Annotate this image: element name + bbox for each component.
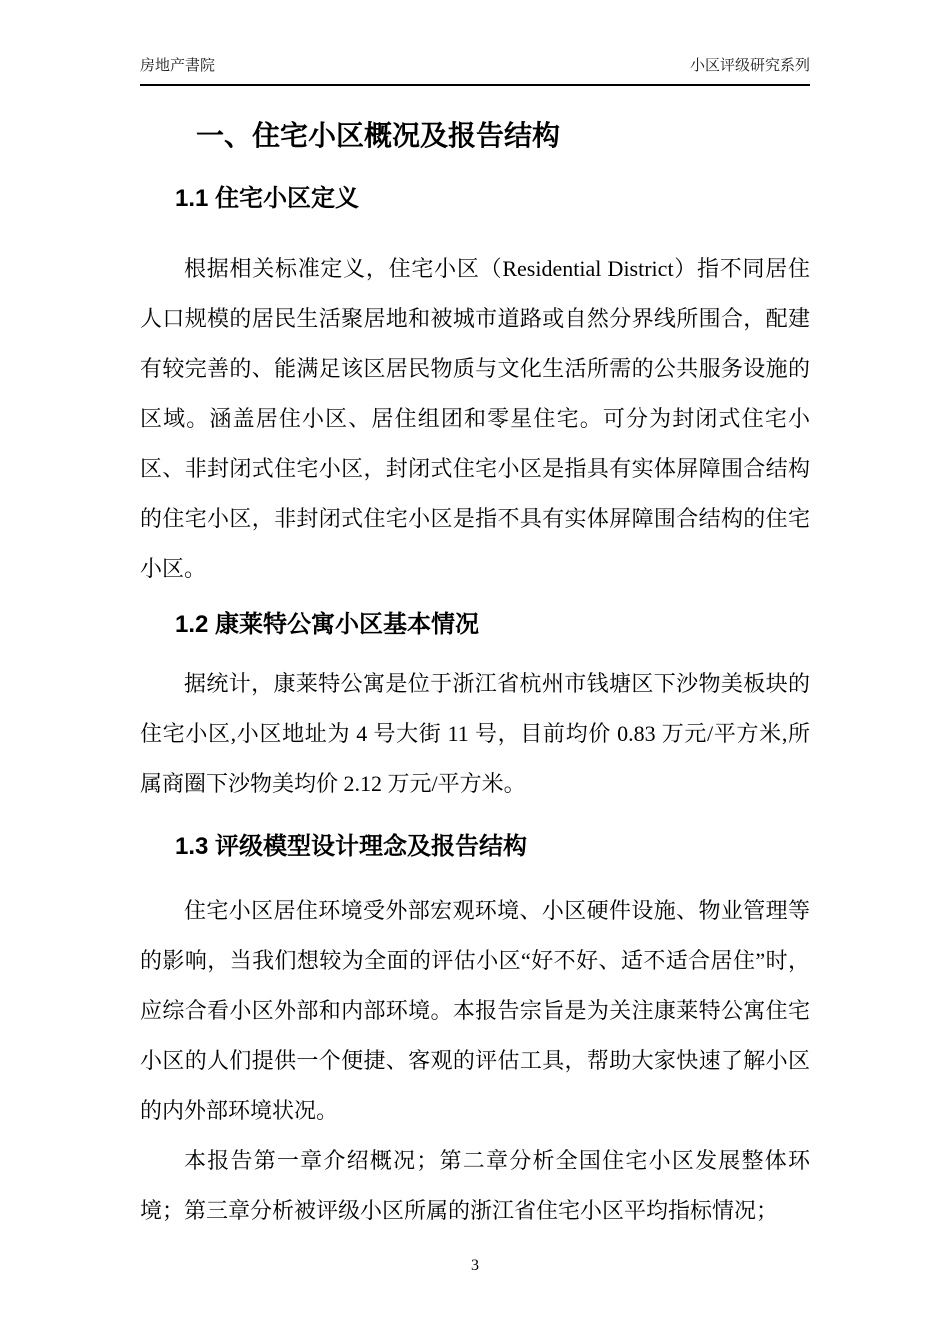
section-heading-1-3: 1.3 评级模型设计理念及报告结构 <box>175 833 528 860</box>
section-heading-1-2: 1.2 康莱特公寓小区基本情况 <box>175 611 480 638</box>
header-left-text: 房地产書院 <box>140 57 216 74</box>
header-right-text: 小区评级研究系列 <box>689 57 810 74</box>
document-title: 一、住宅小区概况及报告结构 <box>196 120 561 151</box>
page-header <box>140 56 810 86</box>
section-1-3-paragraph-2: 本报告第一章介绍概况；第二章分析全国住宅小区发展整体环境；第三章分析被评级小区所属的浙江省住宅小区平均指标情况； <box>140 1148 810 1223</box>
section-heading-1-1: 1.1 住宅小区定义 <box>175 185 360 212</box>
section-1-1-paragraph: 根据相关标准定义，住宅小区（Residential District）指不同居住人口规模的居民生活聚居地和被城市道路或自然分界线所围合，配建有较完善的、能满足该区居民物质与文化生活所需的公共服务设施的区域。涵盖居住小区、居住组团和零星住宅。可分为封闭式住宅小区、非封闭式住宅小区，封闭式住宅小区是指具有实体屏障围合结构的住宅小区，非封闭式住宅小区是指不具有实体屏障围合结构的住宅小区。 <box>140 256 810 581</box>
section-1-2-paragraph: 据统计，康莱特公寓是位于浙江省杭州市钱塘区下沙物美板块的住宅小区,小区地址为 4 号大街 11 号，目前均价 0.83 万元/平方米,所属商圈下沙物美均价 2.12 万元/平方米。 <box>140 671 810 796</box>
section-1-3-paragraph-1: 住宅小区居住环境受外部宏观环境、小区硬件设施、物业管理等的影响，当我们想较为全面的评估小区“好不好、适不适合居住”时，应综合看小区外部和内部环境。本报告宗旨是为关注康莱特公寓住宅小区的人们提供一个便捷、客观的评估工具，帮助大家快速了解小区的内外部环境状况。 <box>140 898 810 1123</box>
page-number: 3 <box>471 1257 479 1274</box>
